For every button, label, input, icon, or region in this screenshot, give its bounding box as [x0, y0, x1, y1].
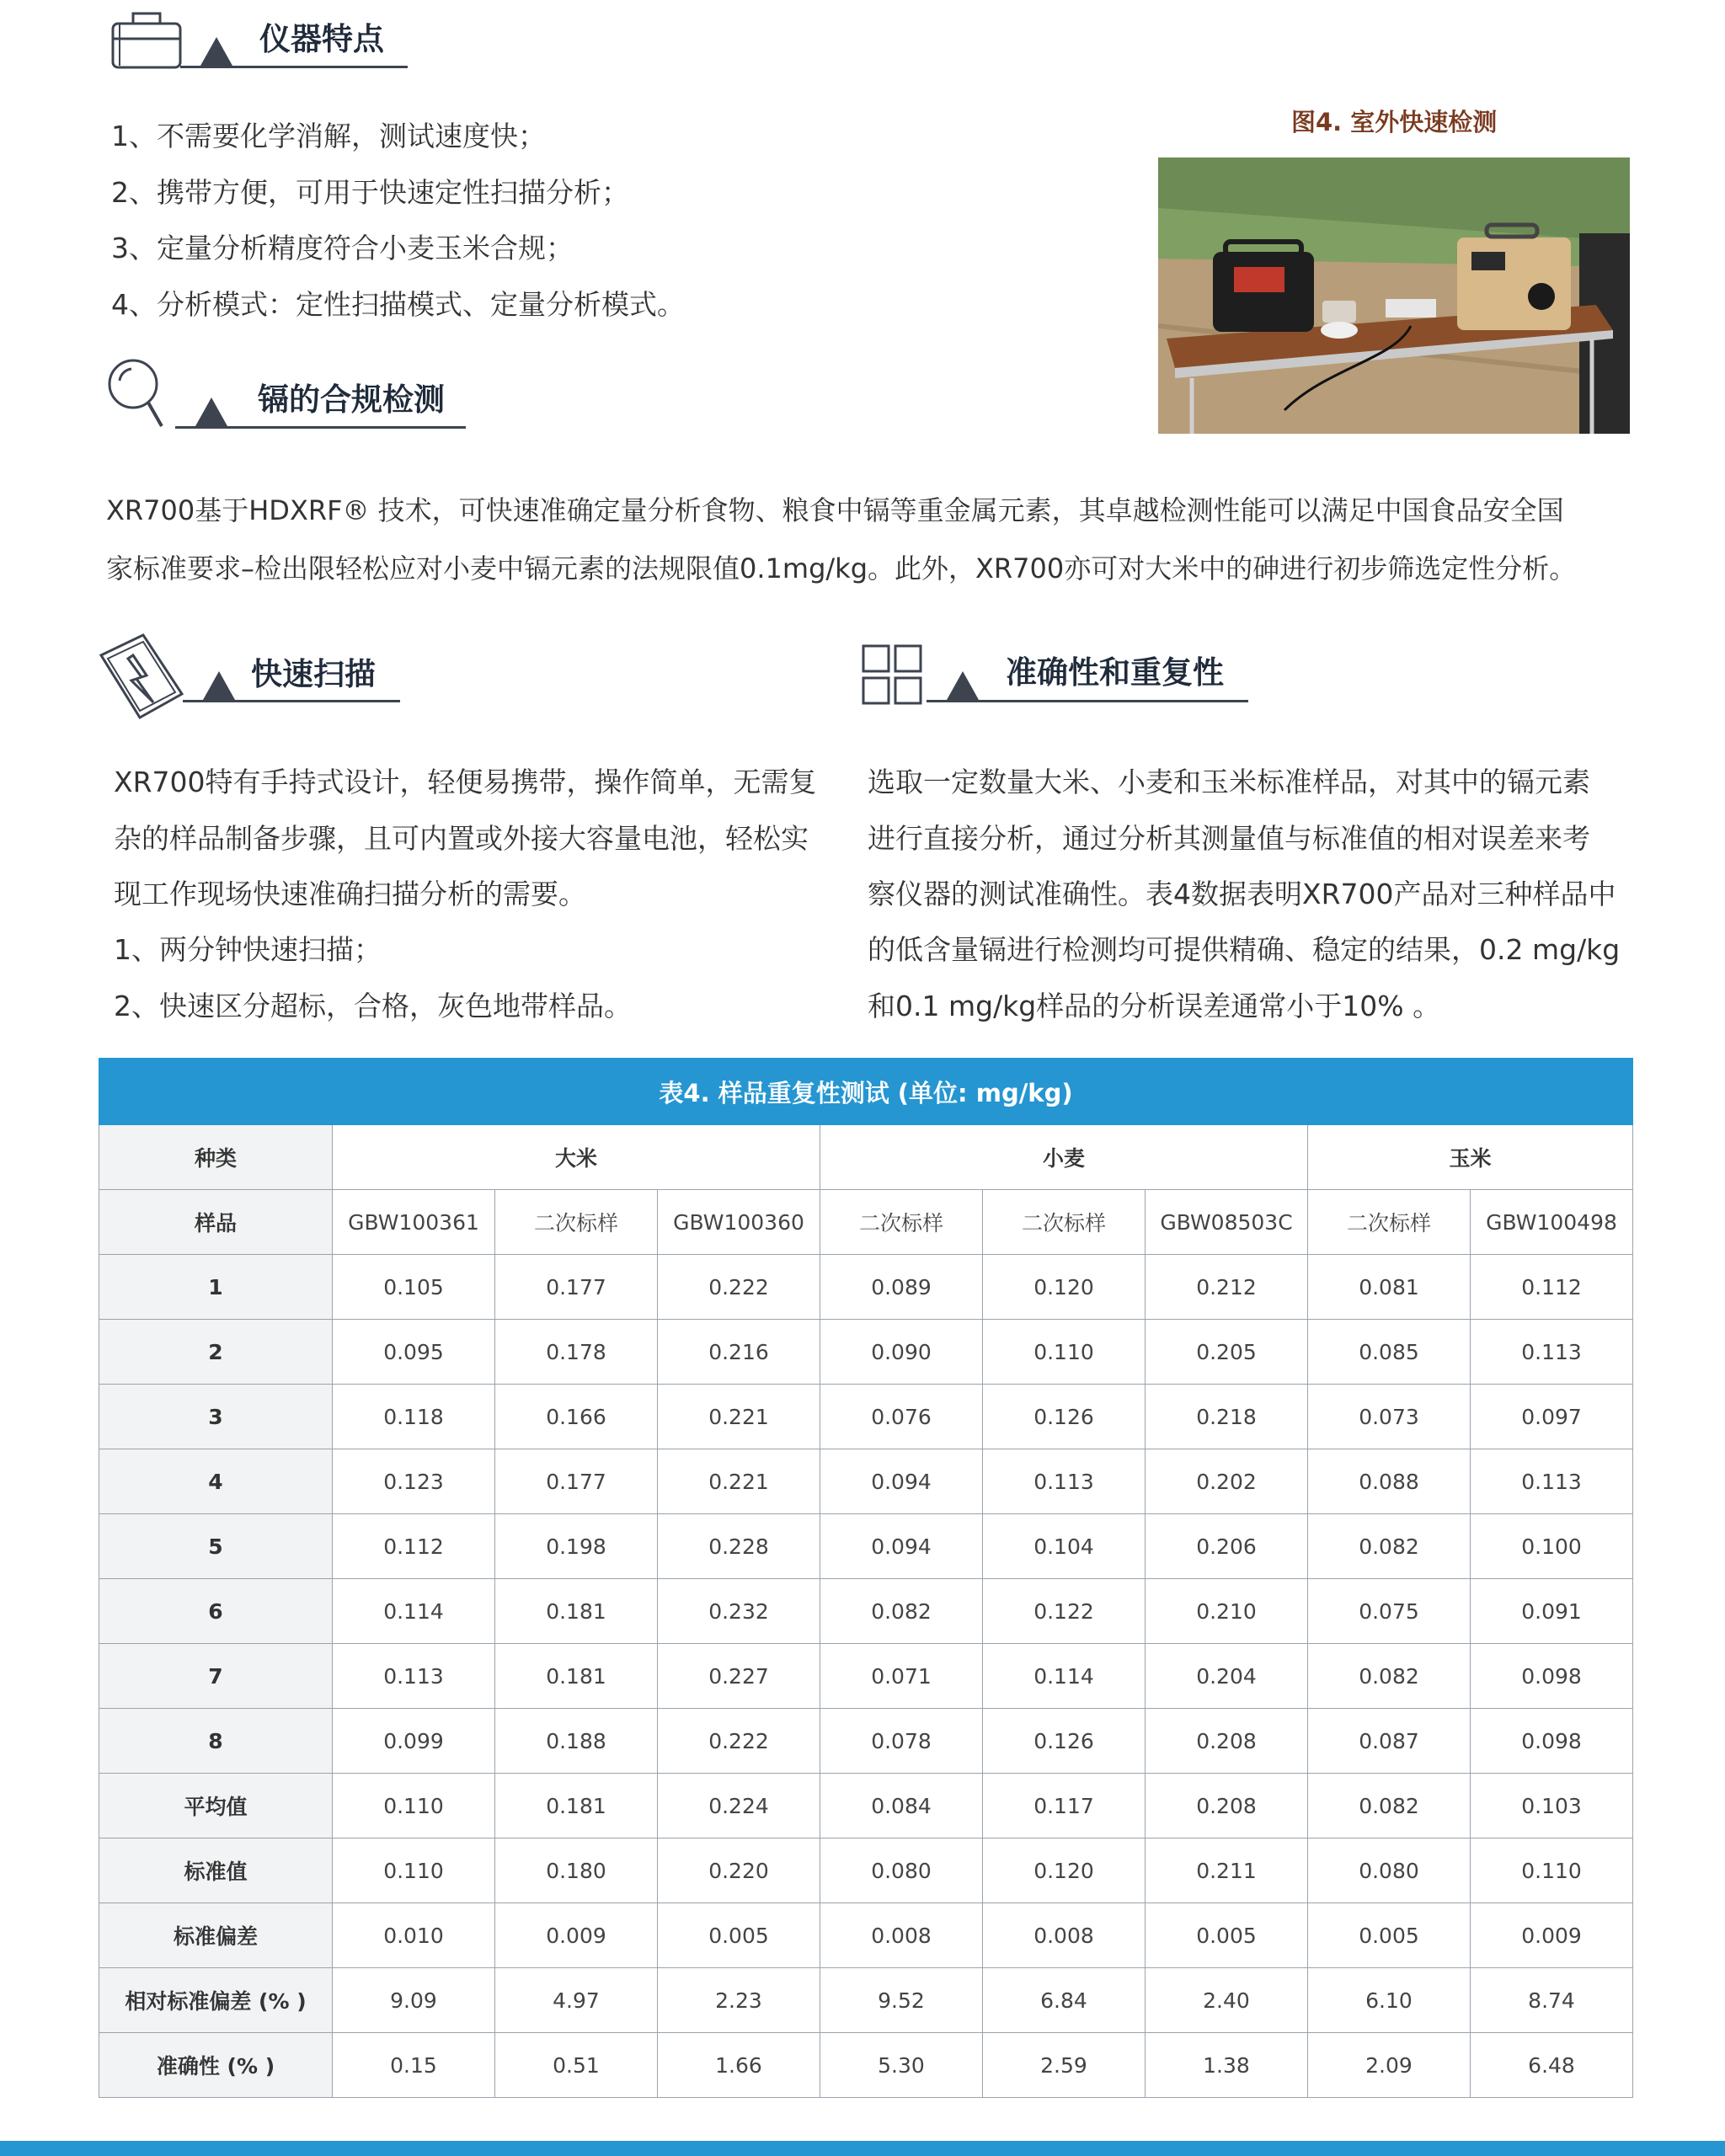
cadmium-paragraph-line: 家标准要求–检出限轻松应对小麦中镉元素的法规限值0.1mg/kg。此外，XR700亦可对大米中的砷进行初步筛选定性分析。 — [106, 552, 1577, 584]
section-title-cadmium: 镉的合规检测 — [258, 382, 445, 418]
row-label: 3 — [99, 1385, 333, 1449]
table-cell: 0.110 — [1471, 1838, 1633, 1903]
table-cell: 0.081 — [1308, 1255, 1471, 1320]
table-row — [99, 1838, 1633, 1903]
group-header-wheat: 小麦 — [820, 1125, 1308, 1190]
table-cell: 0.110 — [333, 1838, 495, 1903]
table-cell: 0.105 — [333, 1255, 495, 1320]
table-cell: 0.085 — [1308, 1320, 1471, 1385]
table-cell: 0.098 — [1471, 1644, 1633, 1709]
table-cell: 0.097 — [1471, 1385, 1633, 1449]
row-label: 平均值 — [99, 1774, 333, 1838]
table-cell: 0.110 — [983, 1320, 1146, 1385]
accuracy-paragraph-line: 进行直接分析，通过分析其测量值与标准值的相对误差来考 — [868, 822, 1590, 855]
table-cell: 0.212 — [1146, 1255, 1308, 1320]
table-cell: 0.009 — [1471, 1903, 1633, 1968]
table-cell: 0.098 — [1471, 1709, 1633, 1774]
table-cell: 5.30 — [820, 2033, 983, 2098]
sample-header: 二次标样 — [495, 1190, 658, 1255]
table-cell: 1.66 — [658, 2033, 820, 2098]
heading-underline — [180, 66, 408, 68]
table-cell: 0.005 — [1146, 1903, 1308, 1968]
table-cell: 0.082 — [1308, 1644, 1471, 1709]
table-row — [99, 1255, 1633, 1320]
sample-header: GBW100361 — [333, 1190, 495, 1255]
table-cell: 2.40 — [1146, 1968, 1308, 2033]
heading-underline — [175, 426, 466, 429]
table-row — [99, 1320, 1633, 1385]
table-cell: 0.094 — [820, 1449, 983, 1514]
table-cell: 0.071 — [820, 1644, 983, 1709]
accuracy-paragraph-line: 和0.1 mg/kg样品的分析误差通常小于10% 。 — [868, 990, 1441, 1022]
table-cell: 0.099 — [333, 1709, 495, 1774]
row-label: 2 — [99, 1320, 333, 1385]
scan-paragraph-line: 现工作现场快速准确扫描分析的需要。 — [114, 878, 586, 910]
table-cell: 0.51 — [495, 2033, 658, 2098]
table-row — [99, 1385, 1633, 1449]
section-title-features: 仪器特点 — [259, 21, 384, 57]
repeatability-table — [99, 1058, 1633, 2098]
table-cell: 6.10 — [1308, 1968, 1471, 2033]
table-cell: 0.114 — [333, 1579, 495, 1644]
table-cell: 0.208 — [1146, 1774, 1308, 1838]
table-cell: 0.122 — [983, 1579, 1146, 1644]
sample-header: 二次标样 — [1308, 1190, 1471, 1255]
row-label: 1 — [99, 1255, 333, 1320]
table-cell: 0.112 — [1471, 1255, 1633, 1320]
scan-paragraph-line: 杂的样品制备步骤，且可内置或外接大容量电池，轻松实 — [114, 822, 809, 855]
table-cell: 0.073 — [1308, 1385, 1471, 1449]
table-cell: 0.008 — [983, 1903, 1146, 1968]
table-cell: 0.224 — [658, 1774, 820, 1838]
table-cell: 0.228 — [658, 1514, 820, 1579]
feature-item: 3、定量分析精度符合小麦玉米合规； — [111, 232, 574, 264]
table-cell: 0.113 — [983, 1449, 1146, 1514]
table-cell: 0.166 — [495, 1385, 658, 1449]
table-cell: 0.181 — [495, 1579, 658, 1644]
toolbox-icon — [108, 5, 185, 71]
heading-triangle — [947, 671, 979, 700]
table-cell: 0.123 — [333, 1449, 495, 1514]
table-row — [99, 1579, 1633, 1644]
table-cell: 0.082 — [1308, 1514, 1471, 1579]
heading-underline — [183, 700, 400, 702]
heading-triangle — [203, 671, 235, 700]
row-label: 6 — [99, 1579, 333, 1644]
table-cell: 2.09 — [1308, 2033, 1471, 2098]
table-cell: 0.010 — [333, 1903, 495, 1968]
table-cell: 0.103 — [1471, 1774, 1633, 1838]
sample-header: 二次标样 — [983, 1190, 1146, 1255]
table-cell: 0.075 — [1308, 1579, 1471, 1644]
table-cell: 0.232 — [658, 1579, 820, 1644]
table-cell: 1.38 — [1146, 2033, 1308, 2098]
row-label: 相对标准偏差 (% ) — [99, 1968, 333, 2033]
row-label: 7 — [99, 1644, 333, 1709]
table-caption: 表4. 样品重复性测试 (单位: mg/kg) — [99, 1059, 1633, 1125]
table-cell: 0.227 — [658, 1644, 820, 1709]
table-cell: 0.177 — [495, 1449, 658, 1514]
row-label: 标准偏差 — [99, 1903, 333, 1968]
figure-caption: 图4. 室外快速检测 — [1291, 108, 1498, 136]
heading-triangle — [195, 398, 227, 426]
table-cell: 0.205 — [1146, 1320, 1308, 1385]
cadmium-paragraph-line: XR700基于HDXRF® 技术，可快速准确定量分析食物、粮食中镉等重金属元素，其卓越检测性能可以满足中国食品安全国 — [106, 494, 1564, 526]
row-label: 准确性 (% ) — [99, 2033, 333, 2098]
table-cell: 0.114 — [983, 1644, 1146, 1709]
table-cell: 0.120 — [983, 1838, 1146, 1903]
table-cell: 9.09 — [333, 1968, 495, 2033]
row-label: 8 — [99, 1709, 333, 1774]
accuracy-paragraph-line: 察仪器的测试准确性。表4数据表明XR700产品对三种样品中 — [868, 878, 1616, 910]
group-header-rice: 大米 — [333, 1125, 820, 1190]
table-cell: 0.100 — [1471, 1514, 1633, 1579]
table-cell: 0.080 — [820, 1838, 983, 1903]
table-cell: 0.089 — [820, 1255, 983, 1320]
table-row — [99, 1968, 1633, 2033]
table-row — [99, 1774, 1633, 1838]
table-cell: 0.113 — [1471, 1320, 1633, 1385]
table-cell: 0.113 — [1471, 1449, 1633, 1514]
table-cell: 6.48 — [1471, 2033, 1633, 2098]
table-cell: 0.113 — [333, 1644, 495, 1709]
table-row — [99, 1644, 1633, 1709]
feature-item: 1、不需要化学消解，测试速度快； — [111, 120, 546, 152]
table-cell: 0.087 — [1308, 1709, 1471, 1774]
feature-item: 4、分析模式：定性扫描模式、定量分析模式。 — [111, 288, 685, 321]
magnifier-icon — [104, 355, 172, 431]
sample-header: 二次标样 — [820, 1190, 983, 1255]
table-cell: 0.210 — [1146, 1579, 1308, 1644]
table-cell: 0.204 — [1146, 1644, 1308, 1709]
table-cell: 0.095 — [333, 1320, 495, 1385]
sample-label: 样品 — [99, 1190, 333, 1255]
sample-header: GBW08503C — [1146, 1190, 1308, 1255]
table-row — [99, 1709, 1633, 1774]
table-cell: 0.222 — [658, 1255, 820, 1320]
table-cell: 0.178 — [495, 1320, 658, 1385]
heading-underline — [927, 700, 1248, 702]
group-header-corn: 玉米 — [1308, 1125, 1633, 1190]
section-title-scan: 快速扫描 — [251, 656, 376, 692]
table-cell: 2.59 — [983, 2033, 1146, 2098]
table-cell: 0.198 — [495, 1514, 658, 1579]
scan-paragraph-line: XR700特有手持式设计，轻便易携带，操作简单，无需复 — [114, 766, 817, 798]
lightning-document-icon — [94, 630, 187, 724]
table-cell: 0.180 — [495, 1838, 658, 1903]
table-cell: 0.090 — [820, 1320, 983, 1385]
table-cell: 0.211 — [1146, 1838, 1308, 1903]
feature-item: 2、携带方便，可用于快速定性扫描分析； — [111, 176, 629, 209]
sample-header: GBW100360 — [658, 1190, 820, 1255]
table-cell: 0.082 — [1308, 1774, 1471, 1838]
table-cell: 0.094 — [820, 1514, 983, 1579]
sample-header: GBW100498 — [1471, 1190, 1633, 1255]
table-cell: 9.52 — [820, 1968, 983, 2033]
row-label: 5 — [99, 1514, 333, 1579]
table-cell: 0.15 — [333, 2033, 495, 2098]
scan-paragraph-line: 2、快速区分超标，合格，灰色地带样品。 — [114, 990, 632, 1022]
table-row — [99, 2033, 1633, 2098]
table-cell: 0.009 — [495, 1903, 658, 1968]
grid-squares-icon — [861, 643, 923, 706]
table-cell: 0.120 — [983, 1255, 1146, 1320]
table-cell: 0.084 — [820, 1774, 983, 1838]
table-row — [99, 1514, 1633, 1579]
table-cell: 0.181 — [495, 1644, 658, 1709]
table-cell: 6.84 — [983, 1968, 1146, 2033]
heading-triangle — [200, 37, 232, 66]
table-cell: 0.222 — [658, 1709, 820, 1774]
table-cell: 0.088 — [1308, 1449, 1471, 1514]
accuracy-paragraph-line: 选取一定数量大米、小麦和玉米标准样品，对其中的镉元素 — [868, 766, 1590, 798]
table-cell: 4.97 — [495, 1968, 658, 2033]
table-cell: 0.005 — [658, 1903, 820, 1968]
table-cell: 0.112 — [333, 1514, 495, 1579]
table-cell: 0.091 — [1471, 1579, 1633, 1644]
table-cell: 0.117 — [983, 1774, 1146, 1838]
accuracy-paragraph-line: 的低含量镉进行检测均可提供精确、稳定的结果，0.2 mg/kg — [868, 933, 1621, 966]
footer-bar — [0, 2141, 1725, 2156]
table-cell: 0.008 — [820, 1903, 983, 1968]
table-cell: 0.221 — [658, 1385, 820, 1449]
table-cell: 8.74 — [1471, 1968, 1633, 2033]
section-title-accuracy: 准确性和重复性 — [1006, 654, 1224, 691]
scan-paragraph-line: 1、两分钟快速扫描； — [114, 933, 382, 966]
table-cell: 0.177 — [495, 1255, 658, 1320]
table-cell: 0.220 — [658, 1838, 820, 1903]
table-cell: 0.076 — [820, 1385, 983, 1449]
table-cell: 0.118 — [333, 1385, 495, 1449]
table-cell: 0.082 — [820, 1579, 983, 1644]
table-cell: 0.216 — [658, 1320, 820, 1385]
table-row — [99, 1449, 1633, 1514]
table-cell: 0.218 — [1146, 1385, 1308, 1449]
outdoor-test-photo — [1158, 157, 1630, 434]
row-label: 4 — [99, 1449, 333, 1514]
table-cell: 0.181 — [495, 1774, 658, 1838]
table-cell: 0.126 — [983, 1385, 1146, 1449]
table-cell: 0.005 — [1308, 1903, 1471, 1968]
table-cell: 0.104 — [983, 1514, 1146, 1579]
table-cell: 0.202 — [1146, 1449, 1308, 1514]
table-cell: 0.110 — [333, 1774, 495, 1838]
table-cell: 2.23 — [658, 1968, 820, 2033]
table-cell: 0.188 — [495, 1709, 658, 1774]
row-label: 标准值 — [99, 1838, 333, 1903]
table-cell: 0.126 — [983, 1709, 1146, 1774]
table-cell: 0.206 — [1146, 1514, 1308, 1579]
table-cell: 0.208 — [1146, 1709, 1308, 1774]
table-row — [99, 1903, 1633, 1968]
table-cell: 0.080 — [1308, 1838, 1471, 1903]
type-label: 种类 — [99, 1125, 333, 1190]
table-cell: 0.221 — [658, 1449, 820, 1514]
table-cell: 0.078 — [820, 1709, 983, 1774]
